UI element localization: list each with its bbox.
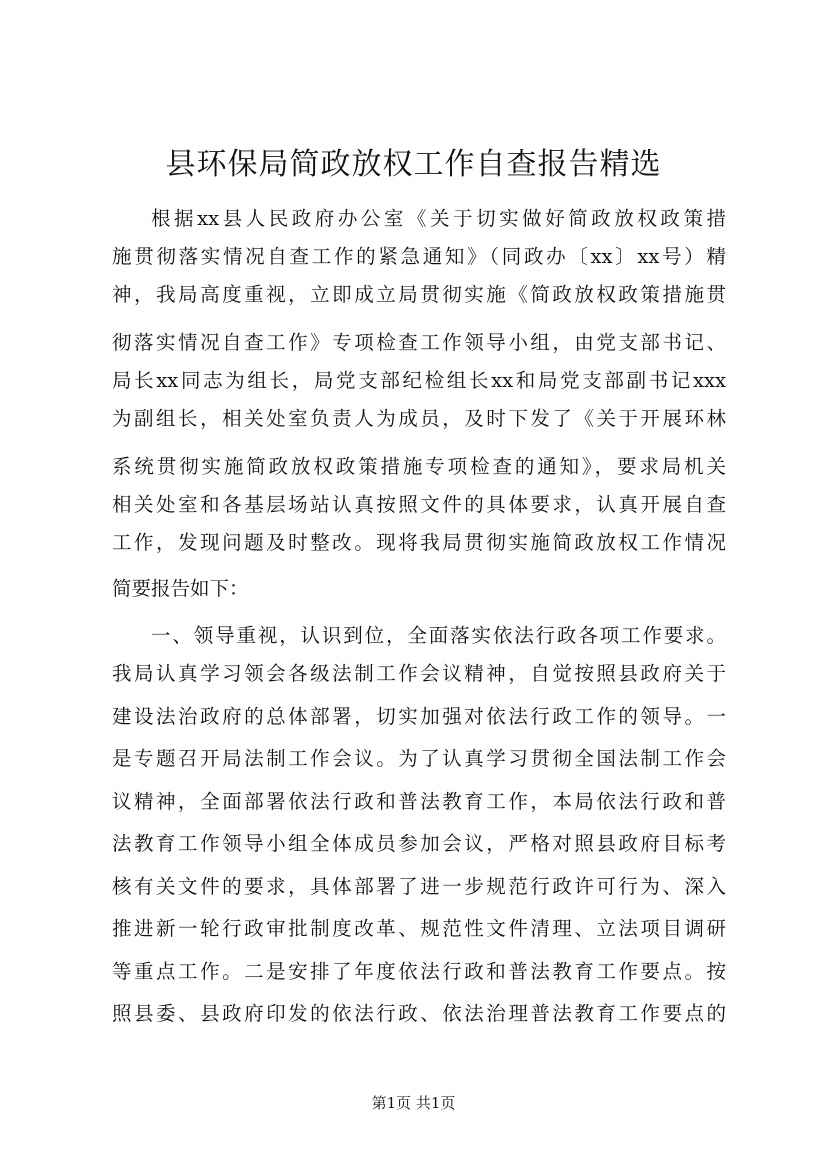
paragraph-line: 法教育工作领导小组全体成员参加会议，严格对照县政府目标考 (112, 832, 726, 855)
paragraph-line: 一、领导重视，认识到位，全面落实依法行政各项工作要求。 (151, 624, 726, 647)
document-title: 县环保局简政放权工作自查报告精选 (165, 147, 662, 182)
paragraph-line: 神，我局高度重视，立即成立局贯彻实施《简政放权政策措施贯 (112, 283, 726, 306)
paragraph-line: 相关处室和各基层场站认真按照文件的具体要求，认真开展自查 (112, 493, 726, 516)
paragraph-line: 建设法治政府的总体部署，切实加强对依法行政工作的领导。一 (112, 705, 726, 728)
paragraph-line: 局长xx同志为组长，局党支部纪检组长xx和局党支部副书记xxx (112, 369, 726, 392)
paragraph-line: 等重点工作。二是安排了年度依法行政和普法教育工作要点。按 (112, 960, 726, 983)
paragraph-line: 施贯彻落实情况自查工作的紧急通知》（同政办〔xx〕xx号）精 (112, 245, 726, 268)
paragraph-line: 简要报告如下： (112, 577, 249, 600)
paragraph-line: 工作，发现问题及时整改。现将我局贯彻实施简政放权工作情况 (112, 531, 726, 554)
paragraph-line: 议精神，全面部署依法行政和普法教育工作，本局依法行政和普 (112, 790, 726, 813)
paragraph-line: 是专题召开局法制工作会议。为了认真学习贯彻全国法制工作会 (112, 747, 726, 770)
paragraph-line: 系统贯彻实施简政放权政策措施专项检查的通知》，要求局机关 (112, 455, 726, 478)
paragraph-line: 根据xx县人民政府办公室《关于切实做好简政放权政策措 (151, 207, 726, 230)
paragraph-line: 推进新一轮行政审批制度改革、规范性文件清理、立法项目调研 (112, 917, 726, 940)
page-footer: 第1页 共1页 (371, 1094, 456, 1112)
paragraph-line: 为副组长，相关处室负责人为成员，及时下发了《关于开展环林 (112, 407, 726, 430)
paragraph-line: 核有关文件的要求，具体部署了进一步规范行政许可行为、深入 (112, 875, 726, 898)
paragraph-line: 照县委、县政府印发的依法行政、依法治理普法教育工作要点的 (112, 1002, 726, 1025)
paragraph-line: 彻落实情况自查工作》专项检查工作领导小组，由党支部书记、 (112, 331, 726, 354)
paragraph-line: 我局认真学习领会各级法制工作会议精神，自觉按照县政府关于 (112, 662, 726, 685)
